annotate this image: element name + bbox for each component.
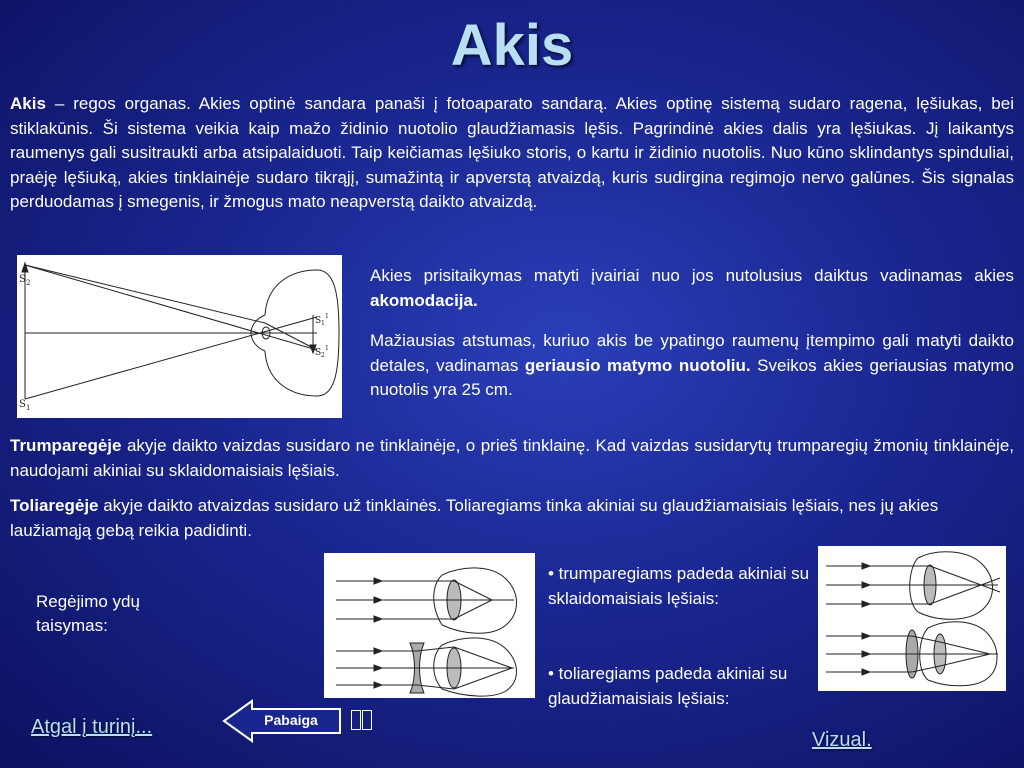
paragraph-myopia: Trumparegėje akyje daikto vaizdas susidaro ne tinklainėje, o prieš tinklainę. Kad vaizdas susidarytų trumparegių žmonių tinklainėje, naudojami akiniai su sklaidomaisiais lęšiais. <box>10 436 1014 480</box>
visual-link[interactable]: Vizual. <box>812 729 872 751</box>
hyperopia-correction-diagram <box>818 546 1006 691</box>
bullet-hyperopia-glasses: • toliaregiams padeda akiniai su glaudžiamaisiais lęšiais: <box>548 664 788 708</box>
placeholder-box-icon <box>351 710 361 730</box>
term-akomodacija: akomodacija. <box>370 290 478 310</box>
paragraph-hyperopia: Toliaregėje akyje daikto atvaizdas susidaro už tinklainės. Toliaregiams tinka akiniai su glaudžiamaisiais lęšiais, nes jų akies laužiamąją gebą reikia padidinti. <box>10 496 939 540</box>
paragraph-eye-definition: Akis – regos organas. Akies optinė sandara panaši į fotoaparato sandarą. Akies optinę sistemą sudaro ragena, lęšiukas, bei stiklakūnis. Ši sistema veikia kaip mažo židinio nuotolio glaudžiamasis lęšis. Pagrindinė akies dalis yra lęšiukas. Jį laikantys raumenys gali susitraukti arba atsipalaiduoti. Taip keičiamas lęšiuko storis, o kartu ir židinio nuotolis. Nuo kūno sklindantys spinduliai, praėję lęšiuką, akies tinklainėje sudaro tikrąjį, sumažintą ir apverstą atvaizdą, kuris sudirgina regimojo nervo galūnes. Šis signalas perduodamas į smegenis, ir žmogus mato neapverstą daikto atvaizdą. <box>10 94 1014 211</box>
svg-text:2: 2 <box>321 352 325 359</box>
page-title: Akis <box>450 13 574 78</box>
label-s2-object-top: S <box>19 274 26 285</box>
term-toliaregeje: Toliaregėje <box>10 496 99 515</box>
bullet-myopia-glasses: • trumparegiams padeda akiniai su sklaidomaisiais lęšiais: <box>548 564 810 608</box>
label-s1-image: S <box>315 316 322 326</box>
label-s1-object-bottom: S <box>19 399 26 410</box>
svg-text:2: 2 <box>26 279 31 287</box>
term-geriausio-matymo: geriausio matymo nuotoliu. <box>524 355 751 375</box>
term-akis: Akis <box>10 94 46 113</box>
vision-correction-label: Regėjimo ydų taisymas: <box>36 592 140 635</box>
svg-text:1: 1 <box>26 404 31 412</box>
paragraph-best-vision-distance: Mažiausias atstumas, kuriuo akis be ypatingo raumenų įtempimo gali matyti daikto detales, vadinamas geriausio matymo nuotoliu. Sveikos akies geriausias matymo nuotolis yra 25 cm. <box>370 331 1015 399</box>
eye-image-formation-diagram <box>17 255 342 418</box>
svg-text:1: 1 <box>325 345 329 352</box>
svg-text:1: 1 <box>325 313 329 320</box>
placeholder-box-icon <box>362 710 372 730</box>
myopia-correction-diagram <box>324 553 535 698</box>
term-trumparegeje: Trumparegėje <box>10 436 122 455</box>
label-s2-image: S <box>315 348 322 358</box>
paragraph-accommodation: Akies prisitaikymas matyti įvairiai nuo jos nutolusius daiktus vadinamas akies akomodacija. <box>370 266 1014 310</box>
end-button-label: Pabaiga <box>264 712 318 728</box>
end-button[interactable] <box>222 699 344 743</box>
back-to-contents-link[interactable]: Atgal į turinį... <box>31 716 153 738</box>
svg-text:1: 1 <box>321 320 325 327</box>
